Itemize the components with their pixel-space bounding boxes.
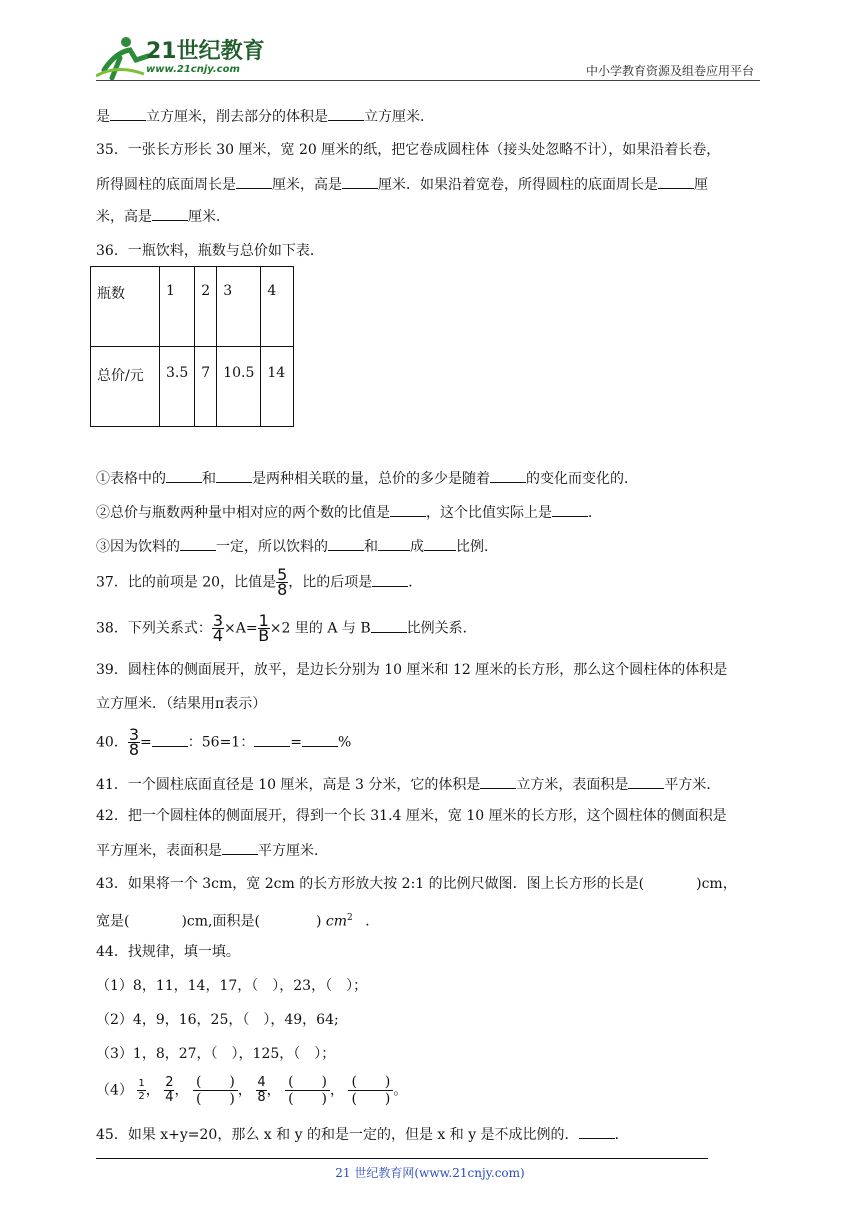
table-cell: 10.5 [217, 347, 261, 427]
answer-blank[interactable] [328, 106, 364, 121]
q45: 45．如果 x+y=20，那么 x 和 y 的和是一定的，但是 x 和 y 是不成比例的． ． [96, 1124, 629, 1145]
footer-divider [96, 1158, 708, 1159]
q36-s3: ③因为饮料的 一定，所以饮料的 和 成 比例． [96, 536, 498, 557]
q37: 37．比的前项是 20，比值是 $\frac{5}{8}$ ，比的后项是 ． [96, 565, 423, 599]
q44-p4: （4） $\frac{1}{2}$ ， $\frac{2}{4}$ ， ( ) ( ) ， $\frac{4}{8}$ ， ( ) ( ) ， ( ) ( ) 。 [96, 1074, 408, 1107]
fraction: $\frac{1}{B}$ [258, 611, 270, 645]
q41: 41．一个圆柱底面直径是 10 厘米，高是 3 分米，它的体积是 立方米，表面积是 平方米． [96, 774, 720, 795]
answer-blank[interactable] [480, 774, 516, 789]
table-cell: 7 [195, 347, 217, 427]
q34-tail: 是 立方厘米，削去部分的体积是 立方厘米． [96, 106, 434, 127]
answer-blank[interactable] [371, 618, 407, 633]
table-cell: 2 [195, 267, 217, 347]
header-divider [96, 80, 760, 81]
table-cell: 3 [217, 267, 261, 347]
answer-blank[interactable] [302, 732, 338, 747]
q38: 38．下列关系式： $\frac{3}{4}$ ×A= $\frac{1}{B}$ ×2 里的 A 与 B 比例关系． [96, 611, 477, 645]
answer-blank[interactable] [222, 840, 258, 855]
fraction: $\frac{2}{4}$ [165, 1075, 174, 1105]
answer-blank[interactable] [152, 206, 188, 221]
q44-p2: （2）4，9，16，25，（ ），49，64; [96, 1012, 339, 1028]
q43-line1: 43．如果将一个 3cm，宽 2cm 的长方形放大按 2:1 的比例尺做图．图上长方形的长是( )cm， [96, 876, 737, 892]
fraction: $\frac{3}{8}$ [128, 725, 140, 759]
table-cell: 3.5 [160, 347, 195, 427]
page-header [0, 0, 860, 82]
answer-blank[interactable] [390, 502, 426, 517]
answer-blank[interactable] [342, 174, 378, 189]
footer-text[interactable]: 21 世纪教育网(www.21cnjy.com) [335, 1166, 525, 1180]
q39-line1: 39．圆柱体的侧面展开，放平，是边长分别为 10 厘米和 12 厘米的长方形，那么这个圆柱体的体积是 [96, 662, 728, 678]
table-cell: 总价/元 [91, 347, 160, 427]
answer-blank[interactable] [378, 536, 410, 551]
fraction-blank[interactable]: ( ) ( ) [193, 1074, 238, 1107]
answer-blank[interactable] [216, 468, 252, 483]
answer-blank[interactable] [328, 536, 364, 551]
q35-line1: 35．一张长方形长 30 厘米，宽 20 厘米的纸，把它卷成圆柱体（接头处忽略不计），如果沿着长卷， [96, 142, 721, 158]
answer-blank[interactable] [552, 502, 588, 517]
q35-line2: 所得圆柱的底面周长是 厘米，高是 厘米．如果沿着宽卷，所得圆柱的底面周长是 厘 [96, 174, 708, 195]
table-row [91, 267, 294, 347]
q36-title: 36．一瓶饮料，瓶数与总价如下表． [96, 243, 324, 259]
fraction-blank[interactable]: ( ) ( ) [348, 1074, 393, 1107]
q36-s1: ①表格中的 和 是两种相关联的量，总价的多少是随着 的变化而变化的． [96, 468, 638, 489]
answer-blank[interactable] [490, 468, 526, 483]
table-cell: 4 [261, 267, 294, 347]
logo-url: www.21cnjy.com [146, 64, 240, 75]
answer-blank[interactable] [424, 536, 456, 551]
fraction-blank[interactable]: ( ) ( ) [285, 1074, 330, 1107]
table-cell: 瓶数 [91, 267, 160, 347]
q39-line2: 立方厘米．（结果用π表示） [96, 696, 267, 712]
q42-line1: 42．把一个圆柱体的侧面展开，得到一个长 31.4 厘米，宽 10 厘米的长方形，这个圆柱体的侧面积是 [96, 808, 727, 824]
answer-blank[interactable] [180, 536, 216, 551]
fraction: $\frac{3}{4}$ [212, 611, 224, 645]
fraction: $\frac{4}{8}$ [257, 1075, 266, 1105]
answer-blank[interactable] [110, 106, 146, 121]
platform-title: 中小学教育资源及组卷应用平台 [585, 64, 754, 78]
fraction: $\frac{5}{8}$ [277, 565, 288, 599]
answer-blank[interactable] [254, 732, 290, 747]
answer-blank[interactable] [152, 732, 188, 747]
answer-blank[interactable] [628, 774, 664, 789]
table-cell: 14 [261, 347, 294, 427]
q42-line2: 平方厘米，表面积是 平方厘米． [96, 840, 328, 861]
q40: 40． $\frac{3}{8}$ = ：56=1： = % [96, 725, 352, 759]
table-cell: 1 [160, 267, 195, 347]
q35-line3: 米，高是 厘米． [96, 206, 230, 227]
q44-p3: （3）1，8，27，（ ），125，（ ）； [96, 1046, 336, 1062]
answer-blank[interactable] [236, 174, 272, 189]
fraction: $\frac{1}{2}$ [138, 1078, 145, 1102]
q43-line2: 宽是( )cm,面积是( ) $cm^2$ ． [96, 913, 380, 930]
answer-blank[interactable] [372, 572, 408, 587]
answer-blank[interactable] [166, 468, 202, 483]
q44-p1: （1）8，11，14，17，（ ），23，（ ）； [96, 978, 368, 994]
q44-title: 44．找规律，填一填。 [96, 944, 240, 960]
price-table [90, 266, 294, 427]
answer-blank[interactable] [658, 174, 694, 189]
q36-s2: ②总价与瓶数两种量中相对应的两个数的比值是 ，这个比值实际上是 ． [96, 502, 602, 523]
answer-blank[interactable] [579, 1124, 615, 1139]
table-row [91, 347, 294, 427]
logo-text: 21世纪教育 [146, 39, 265, 64]
